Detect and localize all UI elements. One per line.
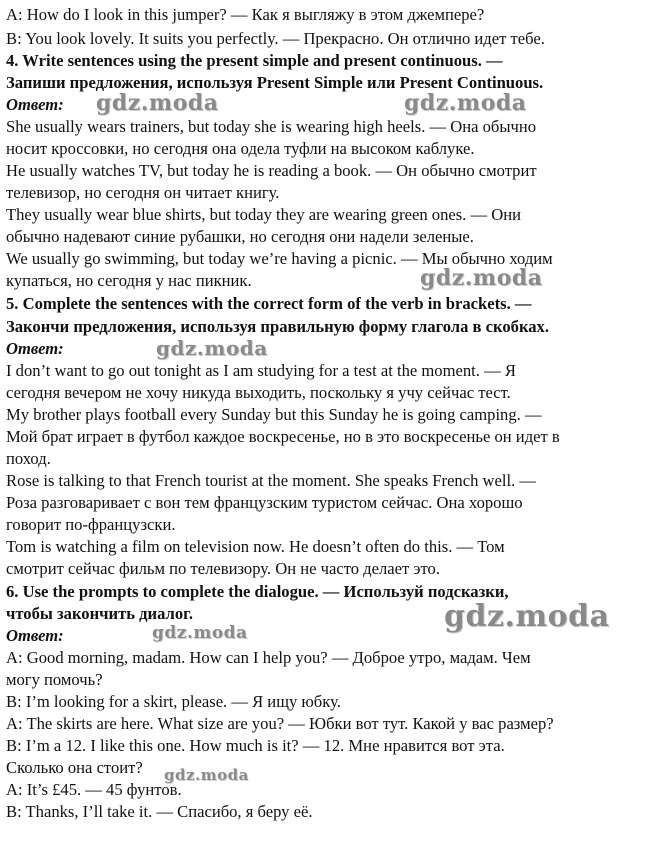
answer-line: We usually go swimming, but today we’re having a picnic. — Мы обычно ходим: [6, 249, 553, 268]
watermark: gdz.moda: [96, 90, 219, 116]
answer-line: I don’t want to go out tonight as I am studying for a test at the moment. — Я: [6, 361, 516, 380]
dialogue-line: A: How do I look in this jumper? — Как я выгляжу в этом джемпере?: [6, 5, 485, 24]
answer-line: Rose is talking to that French tourist at the moment. She speaks French well. —: [6, 471, 536, 490]
answer-line: носит кроссовки, но сегодня она одела туфли на высоком каблуке.: [6, 139, 475, 158]
dialogue-line: B: I’m looking for a skirt, please. — Я ищу юбку.: [6, 692, 341, 711]
answer-line: He usually watches TV, but today he is reading a book. — Он обычно смотрит: [6, 161, 537, 180]
answer-line: смотрит сейчас фильм по телевизору. Он не часто делает это.: [6, 559, 440, 578]
watermark: gdz.moda: [420, 265, 543, 291]
dialogue-line: A: Good morning, madam. How can I help you? — Доброе утро, мадам. Чем: [6, 648, 531, 667]
watermark: gdz.moda: [444, 599, 610, 634]
answer-line: обычно надевают синие рубашки, но сегодня они надели зеленые.: [6, 227, 474, 246]
exercise-5-heading-ru: Закончи предложения, используя правильную форму глагола в скобках.: [6, 317, 549, 336]
dialogue-line: могу помочь?: [6, 670, 103, 689]
dialogue-line: B: Thanks, I’ll take it. — Спасибо, я беру её.: [6, 802, 313, 821]
answer-line: купаться, но сегодня у нас пикник.: [6, 271, 252, 290]
answer-label: Ответ:: [6, 626, 64, 645]
answer-label: Ответ:: [6, 95, 64, 114]
answer-line: телевизор, но сегодня он читает книгу.: [6, 183, 280, 202]
dialogue-line: A: The skirts are here. What size are you? — Юбки вот тут. Какой у вас размер?: [6, 714, 554, 733]
watermark: gdz.moda: [164, 766, 249, 784]
answer-line: сегодня вечером не хочу никуда выходить, поскольку я учу сейчас тест.: [6, 383, 511, 402]
answer-line: She usually wears trainers, but today she is wearing high heels. — Она обычно: [6, 117, 537, 136]
answer-line: My brother plays football every Sunday but this Sunday he is going camping. —: [6, 405, 542, 424]
dialogue-line: Сколько она стоит?: [6, 758, 143, 777]
exercise-6-heading-ru: чтобы закончить диалог.: [6, 604, 193, 623]
answer-label: Ответ:: [6, 339, 64, 358]
watermark: gdz.moda: [152, 623, 248, 643]
exercise-6-heading: 6. Use the prompts to complete the dialogue. — Используй подсказки,: [6, 582, 509, 601]
answer-line: говорит по-французски.: [6, 515, 176, 534]
answer-line: Мой брат играет в футбол каждое воскресенье, но в это воскресенье он идет в: [6, 427, 560, 446]
watermark: gdz.moda: [404, 90, 527, 116]
answer-line: поход.: [6, 449, 51, 468]
watermark: gdz.moda: [156, 336, 268, 360]
dialogue-line: A: It’s £45. — 45 фунтов.: [6, 780, 182, 799]
exercise-4-heading-ru: Запиши предложения, используя Present Simple или Present Continuous.: [6, 73, 544, 92]
answer-line: Роза разговаривает с вон тем французским туристом сейчас. Она хорошо: [6, 493, 523, 512]
exercise-4-heading: 4. Write sentences using the present simple and present continuous. —: [6, 51, 503, 70]
answer-line: They usually wear blue shirts, but today they are wearing green ones. — Они: [6, 205, 521, 224]
dialogue-line: B: I’m a 12. I like this one. How much is it? — 12. Мне нравится вот эта.: [6, 736, 505, 755]
dialogue-line: B: You look lovely. It suits you perfectly. — Прекрасно. Он отлично идет тебе.: [6, 29, 545, 48]
answer-line: Tom is watching a film on television now. He doesn’t often do this. — Том: [6, 537, 505, 556]
exercise-5-heading: 5. Complete the sentences with the correct form of the verb in brackets. —: [6, 294, 532, 313]
